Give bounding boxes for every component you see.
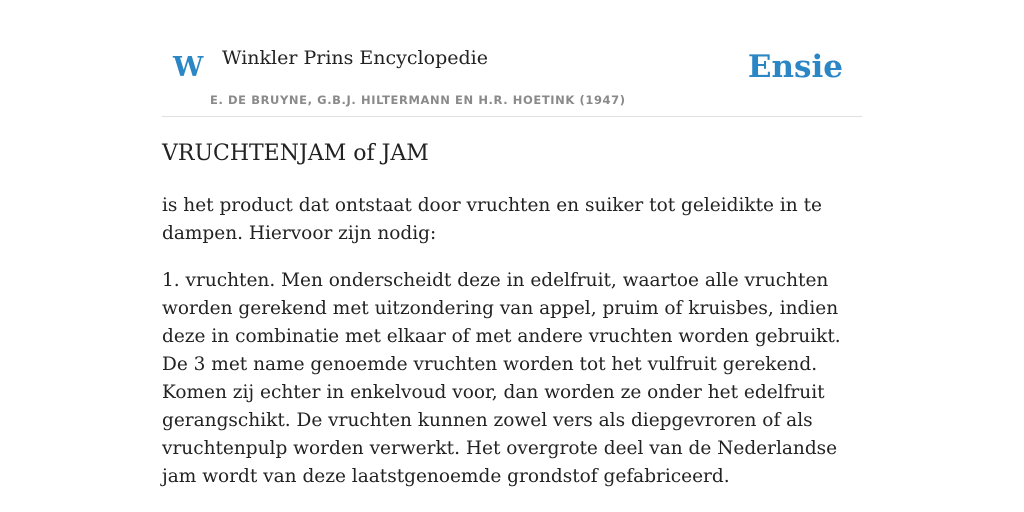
ensie-logo[interactable]: Ensie: [747, 49, 843, 85]
entry-paragraph-intro: is het product dat ontstaat door vruchten en suiker tot geleidikte in te dampen. Hiervoor zijn nodig:: [162, 195, 822, 244]
entry-body: [162, 192, 862, 510]
entry-title: VRUCHTENJAM of JAM: [162, 141, 429, 166]
winkler-prins-logo[interactable]: W: [173, 52, 204, 83]
authors-line: E. DE BRUYNE, G.B.J. HILTERMANN EN H.R. HOETINK (1947): [210, 93, 626, 107]
page-header: [162, 40, 862, 117]
publication-title[interactable]: Winkler Prins Encyclopedie: [222, 47, 488, 69]
entry-paragraph-fruit: 1. vruchten. Men onderscheidt deze in edelfruit, waartoe alle vruchten worden gerekend met uitzondering van appel, pruim of kruisbes, indien deze in combinatie met elkaar of met andere vruchten worden gebruikt. De 3 met name genoemde vruchten worden tot het vulfruit gerekend. Komen zij echter in enkelvoud voor, dan worden ze onder het edelfruit gerangschikt. De vruchten kunnen zowel vers als diepgevroren of als vruchtenpulp worden verwerkt. Het overgrote deel van de Nederlandse jam wordt van deze laatstgenoemde grondstof gefabriceerd.: [162, 270, 841, 487]
